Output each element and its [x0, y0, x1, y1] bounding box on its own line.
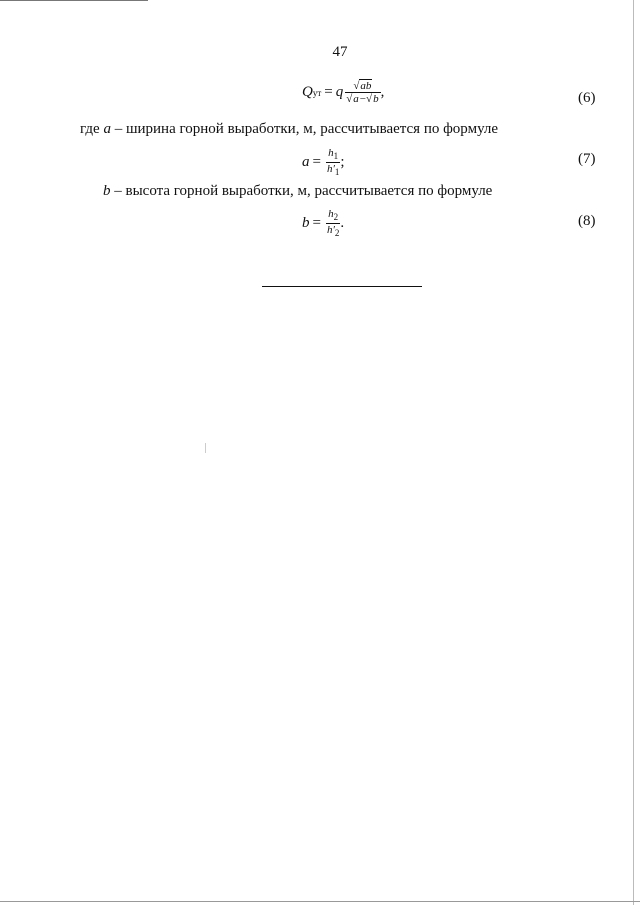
formula-6-minus: − — [359, 93, 367, 105]
text1-prefix: где — [80, 121, 104, 137]
formula-8 — [302, 208, 344, 239]
formula-8-lhs: b — [302, 215, 310, 231]
formula-6-coef: q — [335, 84, 344, 100]
formula-7-fraction — [326, 147, 340, 178]
sqrt-b: √b — [366, 93, 379, 105]
sqrt-ab-radicand: ab — [360, 80, 372, 92]
sqrt-ab: √ab — [353, 80, 372, 92]
scan-border-bottom — [0, 901, 640, 902]
equation-number-8: (8) — [578, 213, 596, 229]
formula-7-equals: = — [312, 154, 321, 170]
text2-rest: – высота горной выработки, м, рассчитывается по формуле — [110, 183, 493, 199]
formula-7 — [302, 147, 345, 178]
scan-border-right — [633, 0, 634, 905]
formula-7-numerator: $h_1$ — [328, 147, 339, 161]
equation-number-7: (7) — [578, 151, 596, 167]
equation-number-6: (6) — [578, 90, 596, 106]
formula-6-lhs-sub: ут — [312, 87, 322, 98]
formula-6-lhs-var: Q — [302, 84, 313, 100]
formula-6-trail: , — [380, 84, 385, 100]
formula-8-equals: = — [312, 215, 321, 231]
text1-var: a — [103, 121, 111, 137]
text2-var: b — [103, 183, 111, 199]
sqrt-b-radicand: b — [373, 93, 379, 105]
formula-6-fraction — [345, 80, 380, 105]
formula-7-trail: ; — [340, 154, 345, 170]
sqrt-a: √a — [346, 93, 359, 105]
page-number: 47 — [332, 44, 348, 60]
formula-8-denominator: $h'_2$ — [326, 224, 340, 238]
formula-8-numerator: $h_2$ — [328, 208, 339, 222]
formula-6-denominator — [345, 92, 380, 105]
formula-7-lhs: a — [302, 154, 310, 170]
formula-8-fraction — [326, 208, 340, 239]
formula-6-numerator — [352, 80, 373, 92]
scan-speck — [205, 443, 206, 453]
formula-6 — [302, 80, 384, 105]
formula-7-denominator: $h'_1$ — [326, 163, 340, 177]
text1-rest: – ширина горной выработки, м, рассчитывается по формуле — [110, 121, 499, 137]
paragraph-a-definition — [80, 121, 498, 138]
formula-8-trail: . — [340, 215, 345, 231]
end-rule — [262, 286, 422, 287]
paragraph-b-definition — [103, 183, 492, 200]
formula-6-equals: = — [324, 84, 333, 100]
sqrt-a-radicand: a — [353, 93, 359, 105]
scan-border-top — [0, 0, 148, 1]
